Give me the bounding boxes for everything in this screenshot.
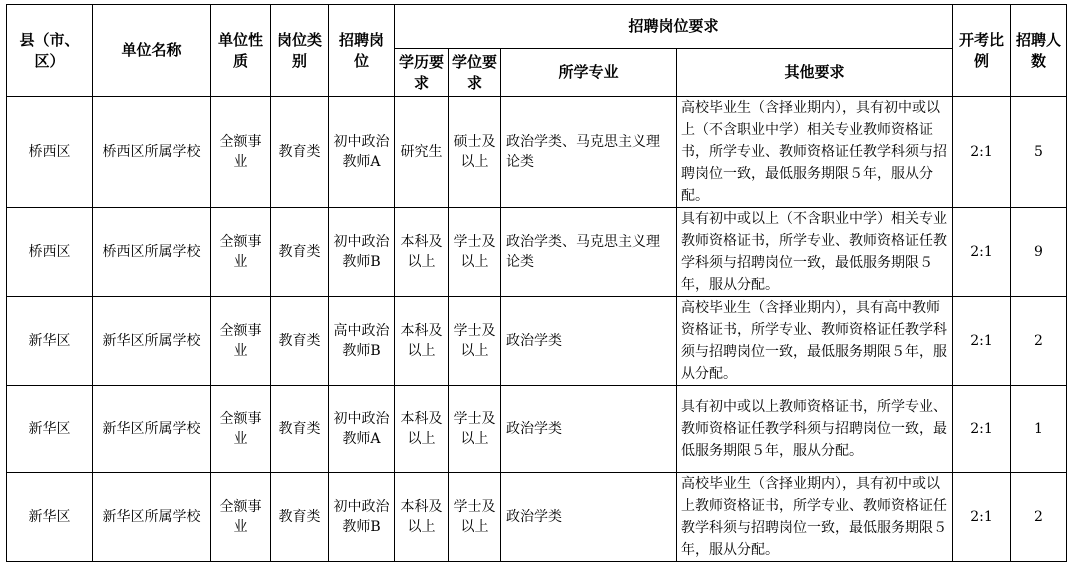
- cell-education: 本科及以上: [395, 208, 449, 297]
- header-unit-name: 单位名称: [93, 5, 211, 97]
- cell-ratio: 2:1: [953, 208, 1011, 297]
- cell-count: 1: [1011, 386, 1067, 473]
- cell-major: 政治学类: [501, 386, 677, 473]
- cell-other: 高校毕业生（含择业期内），具有高中教师资格证书，所学专业、教师资格证任教学科须与招聘岗位一致，最低服务期限５年，服从分配。: [677, 297, 953, 386]
- cell-degree: 学士及以上: [449, 386, 501, 473]
- cell-county: 新华区: [7, 473, 93, 562]
- cell-education: 本科及以上: [395, 386, 449, 473]
- cell-degree: 学士及以上: [449, 297, 501, 386]
- cell-post: 初中政治教师B: [329, 473, 395, 562]
- cell-post: 初中政治教师A: [329, 386, 395, 473]
- cell-unit-name: 新华区所属学校: [93, 386, 211, 473]
- header-education: 学历要求: [395, 49, 449, 97]
- cell-unit-nature: 全额事业: [211, 297, 271, 386]
- cell-education: 本科及以上: [395, 297, 449, 386]
- header-county: 县（市、区）: [7, 5, 93, 97]
- cell-post-type: 教育类: [271, 208, 329, 297]
- cell-post-type: 教育类: [271, 386, 329, 473]
- header-degree: 学位要求: [449, 49, 501, 97]
- cell-major: 政治学类、马克思主义理论类: [501, 97, 677, 208]
- cell-county: 桥西区: [7, 97, 93, 208]
- cell-major: 政治学类: [501, 297, 677, 386]
- cell-count: 9: [1011, 208, 1067, 297]
- table-row: [7, 297, 1067, 386]
- cell-major: 政治学类、马克思主义理论类: [501, 208, 677, 297]
- header-other: 其他要求: [677, 49, 953, 97]
- cell-education: 研究生: [395, 97, 449, 208]
- cell-other: 高校毕业生（含择业期内），具有初中或以上教师资格证书，所学专业、教师资格证任教学科须与招聘岗位一致，最低服务期限５年，服从分配。: [677, 473, 953, 562]
- cell-ratio: 2:1: [953, 386, 1011, 473]
- header-unit-nature: 单位性质: [211, 5, 271, 97]
- cell-unit-nature: 全额事业: [211, 473, 271, 562]
- table-row: [7, 386, 1067, 473]
- cell-unit-nature: 全额事业: [211, 386, 271, 473]
- cell-count: 5: [1011, 97, 1067, 208]
- header-post: 招聘岗位: [329, 5, 395, 97]
- header-requirements: 招聘岗位要求: [395, 5, 953, 49]
- cell-post-type: 教育类: [271, 473, 329, 562]
- table-row: [7, 97, 1067, 208]
- recruitment-table: [6, 4, 1067, 562]
- cell-post-type: 教育类: [271, 297, 329, 386]
- cell-ratio: 2:1: [953, 297, 1011, 386]
- cell-ratio: 2:1: [953, 97, 1011, 208]
- cell-other: 具有初中或以上（不含职业中学）相关专业教师资格证书，所学专业、教师资格证任教学科须与招聘岗位一致，最低服务期限５年，服从分配。: [677, 208, 953, 297]
- cell-other: 具有初中或以上教师资格证书，所学专业、教师资格证任教学科须与招聘岗位一致，最低服务期限５年，服从分配。: [677, 386, 953, 473]
- cell-degree: 学士及以上: [449, 473, 501, 562]
- header-post-type: 岗位类别: [271, 5, 329, 97]
- table-row: [7, 208, 1067, 297]
- cell-degree: 硕士及以上: [449, 97, 501, 208]
- header-major: 所学专业: [501, 49, 677, 97]
- cell-post: 初中政治教师A: [329, 97, 395, 208]
- cell-education: 本科及以上: [395, 473, 449, 562]
- cell-unit-name: 桥西区所属学校: [93, 208, 211, 297]
- cell-post: 初中政治教师B: [329, 208, 395, 297]
- cell-county: 桥西区: [7, 208, 93, 297]
- cell-unit-name: 桥西区所属学校: [93, 97, 211, 208]
- header-ratio: 开考比例: [953, 5, 1011, 97]
- cell-degree: 学士及以上: [449, 208, 501, 297]
- cell-other: 高校毕业生（含择业期内），具有初中或以上（不含职业中学）相关专业教师资格证书，所学专业、教师资格证任教学科须与招聘岗位一致，最低服务期限５年，服从分配。: [677, 97, 953, 208]
- cell-county: 新华区: [7, 386, 93, 473]
- cell-unit-name: 新华区所属学校: [93, 473, 211, 562]
- cell-county: 新华区: [7, 297, 93, 386]
- header-count: 招聘人数: [1011, 5, 1067, 97]
- cell-unit-name: 新华区所属学校: [93, 297, 211, 386]
- cell-count: 2: [1011, 473, 1067, 562]
- cell-unit-nature: 全额事业: [211, 97, 271, 208]
- cell-major: 政治学类: [501, 473, 677, 562]
- cell-post: 高中政治教师B: [329, 297, 395, 386]
- cell-ratio: 2:1: [953, 473, 1011, 562]
- cell-unit-nature: 全额事业: [211, 208, 271, 297]
- cell-count: 2: [1011, 297, 1067, 386]
- table-row: [7, 473, 1067, 562]
- cell-post-type: 教育类: [271, 97, 329, 208]
